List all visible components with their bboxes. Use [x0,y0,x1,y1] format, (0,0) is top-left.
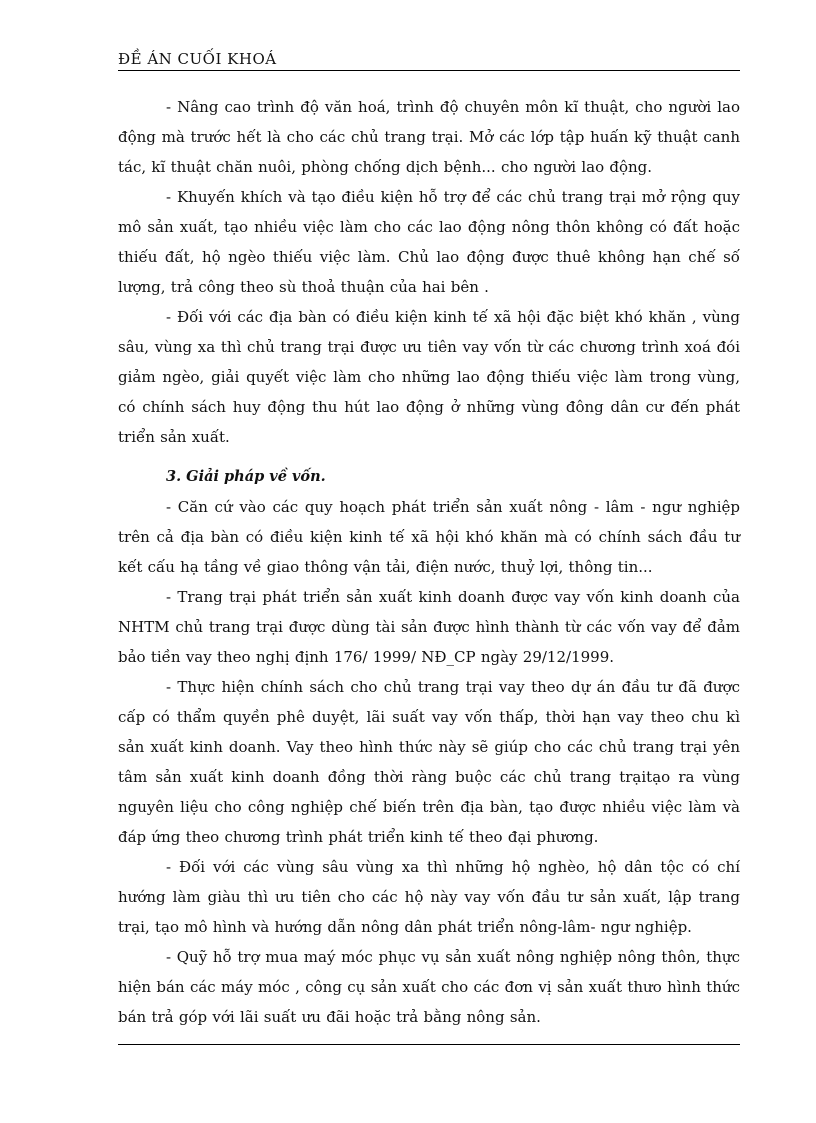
document-body [118,92,740,1032]
paragraph-machinery-fund: - Quỹ hỗ trợ mua maý móc phục vụ sản xuất nông nghiệp nông thôn, thực hiện bán các máy móc , công cụ sản xuất cho các đơn vị sản xuất thưo hình thức bán trả góp với lãi suất ưu đãi hoặc trả bằng nông sản. [118,948,740,1026]
paragraph-project-loans: - Thực hiện chính sách cho chủ trang trại vay theo dự án đầu tư đã được cấp có thẩm quyền phê duyệt, lãi suất vay vốn thấp, thời hạn vay theo chu kì sản xuất kinh doanh. Vay theo hình thức này sẽ giúp cho các chủ trang trại yên tâm sản xuất kinh doanh đồng thời ràng buộc các chủ trang trạitạo ra vùng nguyên liệu cho công nghiệp chế biến trên địa bàn, tạo được nhiều việc làm và đáp ứng theo chương trình phát triển kinh tế theo đại phương. [118,678,740,846]
paragraph-difficult-areas: - Đối với các địa bàn có điều kiện kinh tế xã hội đặc biệt khó khăn , vùng sâu, vùng xa thì chủ trang trại được ưu tiên vay vốn từ các chương trình xoá đói giảm ngèo, giải quyết việc làm cho những lao động thiếu việc làm trong vùng, có chính sách huy động thu hút lao động ở những vùng đông dân cư đến phát triển sản xuất. [118,308,740,446]
paragraph-encourage-expansion: - Khuyến khích và tạo điều kiện hỗ trợ để các chủ trang trại mở rộng quy mô sản xuất, tạo nhiều việc làm cho các lao động nông thôn không có đất hoặc thiếu đất, hộ ngèo thiếu việc làm. Chủ lao động được thuê không hạn chế số lượng, trả công theo sù thoả thuận của hai bên . [118,188,740,296]
page-header [118,46,740,71]
header-title: ĐỀ ÁN CUỐI KHOÁ [118,50,277,68]
section-heading: 3. Giải pháp về vốn. [166,468,326,485]
footer-rule [118,1044,740,1045]
paragraph-infrastructure: - Căn cứ vào các quy hoạch phát triển sản xuất nông - lâm - ngư nghiệp trên cả địa bàn có điều kiện kinh tế xã hội khó khăn mà có chính sách đầu tư kết cấu hạ tầng về giao thông vận tải, điện nước, thuỷ lợi, thông tin... [118,498,740,576]
paragraph-bank-loans: - Trang trại phát triển sản xuất kinh doanh được vay vốn kinh doanh của NHTM chủ trang trại được dùng tài sản được hình thành từ các vốn vay để đảm bảo tiền vay theo nghị định 176/ 1999/ NĐ_CP ngày 29/12/1999. [118,588,740,666]
paragraph-poor-households: - Đối với các vùng sâu vùng xa thì những hộ nghèo, hộ dân tộc có chí hướng làm giàu thì ưu tiên cho các hộ này vay vốn đầu tư sản xuất, lập trang trại, tạo mô hình và hướng dẫn nông dân phát triển nông-lâm- ngư nghiệp. [118,858,740,936]
paragraph-training: - Nâng cao trình độ văn hoá, trình độ chuyên môn kĩ thuật, cho người lao động mà trước hết là cho các chủ trang trại. Mở các lớp tập huấn kỹ thuật canh tác, kĩ thuật chăn nuôi, phòng chống dịch bệnh... cho người lao động. [118,98,740,176]
